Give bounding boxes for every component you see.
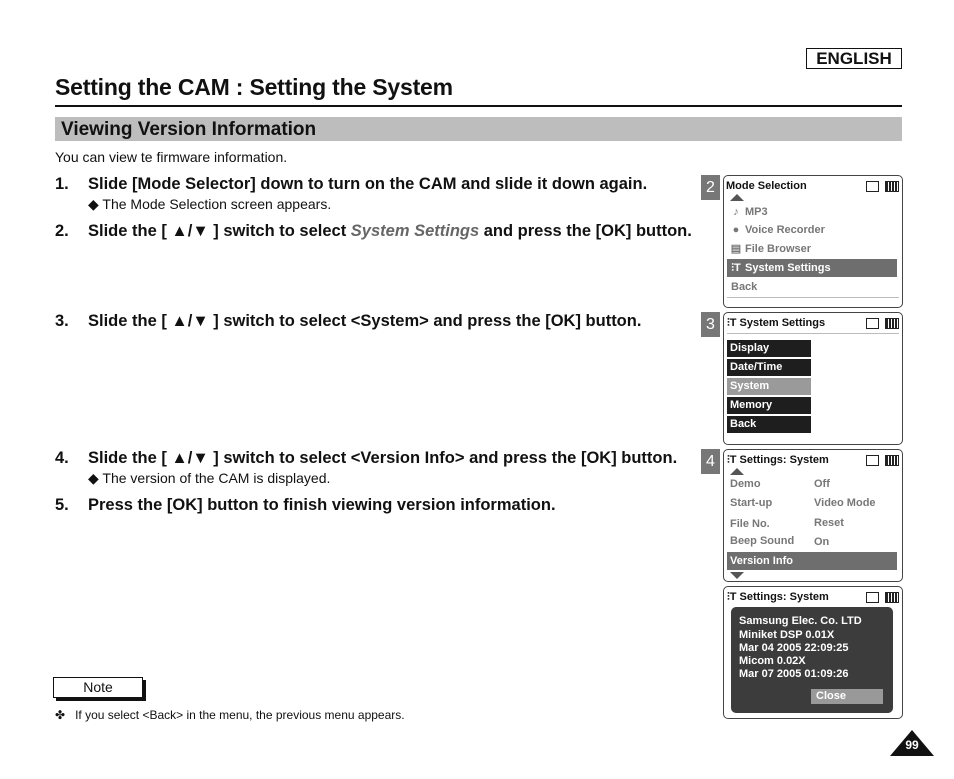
step-text: Press the [OK] button to finish viewing version information. <box>88 496 556 514</box>
battery-icon <box>866 318 898 328</box>
version-line: Samsung Elec. Co. LTD <box>739 615 862 627</box>
divider <box>727 297 899 298</box>
intro-text: You can view te firmware information. <box>55 149 288 165</box>
setting-value: Off <box>814 478 830 490</box>
version-line: Miniket DSP 0.01X <box>739 629 835 641</box>
title-rule <box>55 105 902 107</box>
battery-icon <box>866 592 898 602</box>
step-text-a: Slide the [ ▲/▼ ] switch to select <box>88 222 351 240</box>
note-bullet-icon: ✤ <box>55 708 66 722</box>
menu-item-back: Back <box>727 416 811 433</box>
close-button: Close <box>811 689 883 704</box>
note-text-body: If you select <Back> in the menu, the previous menu appears. <box>75 708 405 722</box>
step-text-b: and press the [OK] button. <box>479 222 692 240</box>
version-line: Mar 07 2005 01:09:26 <box>739 668 849 680</box>
step-number: 5. <box>55 496 69 514</box>
version-line: Mar 04 2005 22:09:25 <box>739 642 849 654</box>
scroll-up-icon <box>730 468 744 475</box>
menu-item-label: System Settings <box>745 262 831 274</box>
setting-value: On <box>814 536 830 548</box>
scroll-up-icon <box>730 194 744 201</box>
menu-item-display: Display <box>727 340 811 357</box>
screen-system-settings <box>723 312 903 445</box>
step-number: 4. <box>55 449 69 467</box>
menu-item-system-settings <box>727 259 897 277</box>
menu-item-system: System <box>727 378 811 395</box>
step-4-note: ◆ The version of the CAM is displayed. <box>88 470 331 486</box>
screen-header: ⫶T System Settings <box>727 317 826 329</box>
divider <box>727 333 899 334</box>
music-note-icon: ♪ <box>733 206 739 218</box>
version-popup <box>731 607 893 713</box>
menu-item-label: MP3 <box>745 206 768 218</box>
page-number: 99 <box>905 738 919 752</box>
step-number: 1. <box>55 175 69 193</box>
version-line: Micom 0.02X <box>739 655 806 667</box>
step-text: Slide the [ ▲/▼ ] switch to select <System> and press the [OK] button. <box>88 312 642 330</box>
step-number: 2. <box>55 222 69 240</box>
battery-icon <box>866 455 898 465</box>
screen-mode-selection <box>723 175 903 308</box>
note-text <box>55 708 405 722</box>
step-text: Slide [Mode Selector] down to turn on the CAM and slide it down again. <box>88 175 648 193</box>
setting-key: Start-up <box>730 497 773 509</box>
screen-settings-system <box>723 449 903 582</box>
setting-value: Video Mode <box>814 497 876 509</box>
page-title: Setting the CAM : Setting the System <box>55 74 453 100</box>
screen-tag-2: 2 <box>701 175 720 200</box>
menu-item-file-browser <box>727 240 811 258</box>
menu-item-memory: Memory <box>727 397 811 414</box>
menu-item-label: File Browser <box>745 243 812 255</box>
screen-header: ⫶T Settings: System <box>727 454 829 466</box>
setting-key: Demo <box>730 478 761 490</box>
screen-tag-3: 3 <box>701 312 720 337</box>
step-text-emphasis: System Settings <box>350 222 480 240</box>
step-number: 3. <box>55 312 69 330</box>
menu-item-voice-recorder <box>727 221 825 239</box>
scroll-down-icon <box>730 572 744 579</box>
step-text: Slide the [ ▲/▼ ] switch to select <Version Info> and press the [OK] button. <box>88 449 678 467</box>
step-1-note: ◆ The Mode Selection screen appears. <box>88 196 332 212</box>
screen-header-label: Settings: System <box>739 591 829 603</box>
setting-value: Reset <box>814 517 844 529</box>
setting-key: File No. <box>730 518 770 530</box>
screen-header: ⫶T Settings: System <box>727 591 829 603</box>
screen-version-info <box>723 586 903 719</box>
step-text <box>88 222 692 241</box>
screen-header-label: Settings: System <box>739 454 829 466</box>
screen-header: Mode Selection <box>726 180 807 192</box>
menu-item-version-info: Version Info <box>727 552 897 570</box>
screen-header-label: System Settings <box>739 317 826 329</box>
menu-item-mp3 <box>727 203 768 221</box>
menu-item-date-time: Date/Time <box>727 359 811 376</box>
menu-item-label: Voice Recorder <box>745 224 825 236</box>
menu-item-back: Back <box>731 281 758 293</box>
note-label: Note <box>53 677 143 698</box>
section-title: Viewing Version Information <box>61 119 317 140</box>
file-icon: ▤ <box>730 243 742 255</box>
setting-key: Beep Sound <box>730 535 795 547</box>
language-badge: ENGLISH <box>806 48 902 69</box>
screen-tag-4: 4 <box>701 449 720 474</box>
microphone-icon: ● <box>732 224 740 236</box>
settings-icon: ⫶T <box>731 262 741 274</box>
section-bar <box>55 117 902 141</box>
battery-icon <box>866 181 898 191</box>
